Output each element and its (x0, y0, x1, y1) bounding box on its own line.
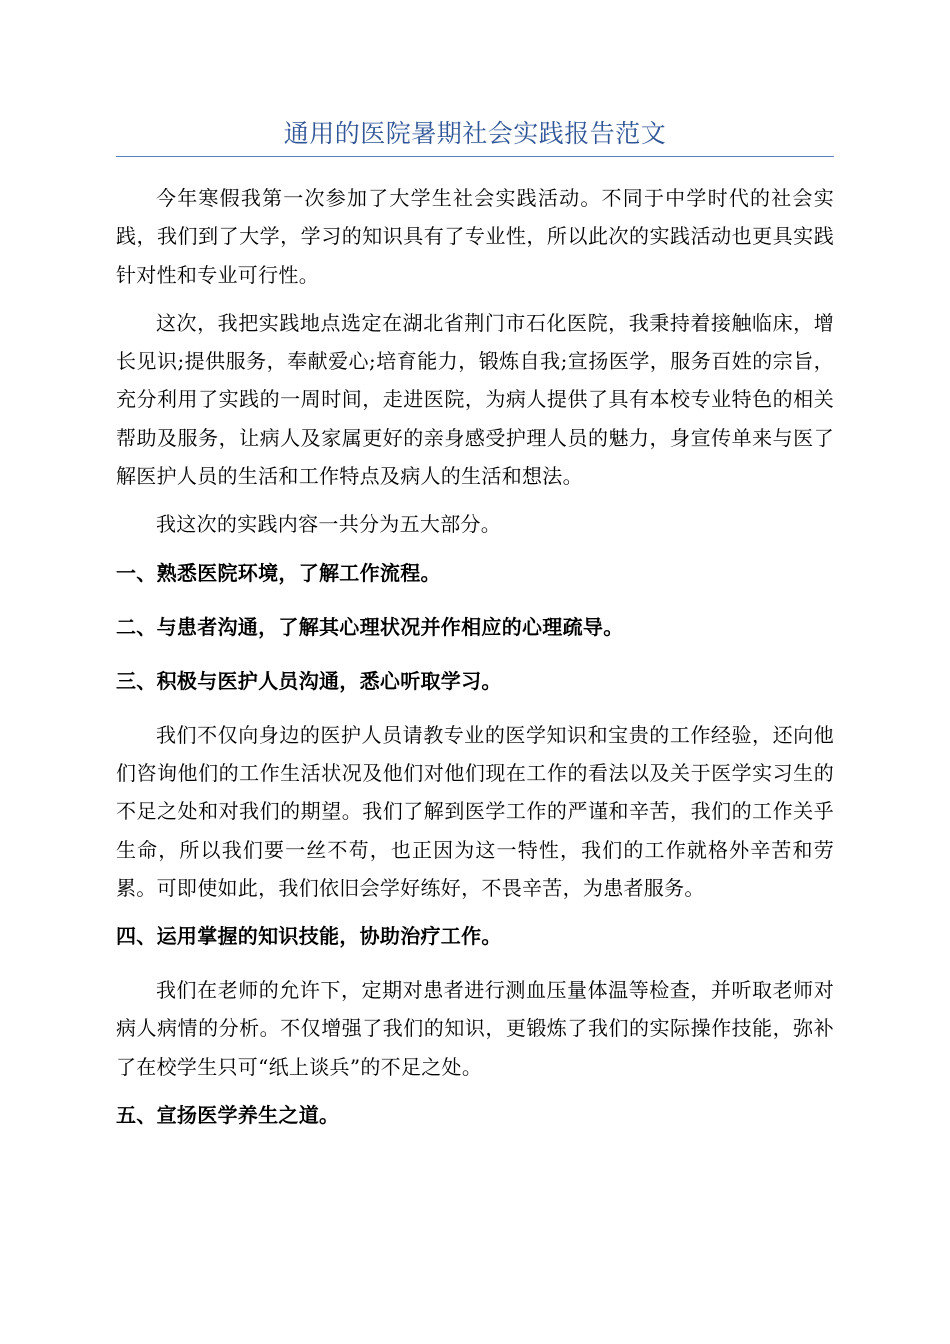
body-paragraph: 我们不仅向身边的医护人员请教专业的医学知识和宝贵的工作经验，还向他们咨询他们的工作生活状况及他们对他们现在工作的看法以及关于医学实习生的不足之处和对我们的期望。我们了解到医学工作的严谨和辛苦，我们的工作关乎生命，所以我们要一丝不苟，也正因为这一特性，我们的工作就格外辛苦和劳累。可即使如此，我们依旧会学好练好，不畏辛苦，为患者服务。 (116, 722, 834, 900)
section-heading: 一、熟悉医院环境，了解工作流程。 (116, 560, 441, 585)
section-heading: 四、运用掌握的知识技能，协助治疗工作。 (116, 924, 502, 949)
document-title: 通用的医院暑期社会实践报告范文 (283, 119, 667, 148)
body-paragraph: 今年寒假我第一次参加了大学生社会实践活动。不同于中学时代的社会实践，我们到了大学，学习的知识具有了专业性，所以此次的实践活动也更具实践针对性和专业可行性。 (116, 186, 834, 287)
body-paragraph: 我这次的实践内容一共分为五大部分。 (156, 512, 502, 537)
body-paragraph: 我们在老师的允许下，定期对患者进行测血压量体温等检查，并听取老师对病人病情的分析。不仅增强了我们的知识，更锻炼了我们的实际操作技能，弥补了在校学生只可“纸上谈兵”的不足之处。 (116, 978, 834, 1079)
section-heading: 三、积极与医护人员沟通，悉心听取学习。 (116, 668, 502, 693)
title-underline (116, 156, 834, 157)
document-page (116, 112, 834, 1150)
body-paragraph: 这次，我把实践地点选定在湖北省荆门市石化医院，我秉持着接触临床，增长见识;提供服务，奉献爱心;培育能力，锻炼自我;宣扬医学，服务百姓的宗旨，充分利用了实践的一周时间，走进医院，为病人提供了具有本校专业特色的相关帮助及服务，让病人及家属更好的亲身感受护理人员的魅力，身宣传单来与医了解医护人员的生活和工作特点及病人的生活和想法。 (116, 310, 834, 489)
section-heading: 二、与患者沟通，了解其心理状况并作相应的心理疏导。 (116, 614, 624, 639)
section-heading: 五、宣扬医学养生之道。 (116, 1103, 340, 1128)
